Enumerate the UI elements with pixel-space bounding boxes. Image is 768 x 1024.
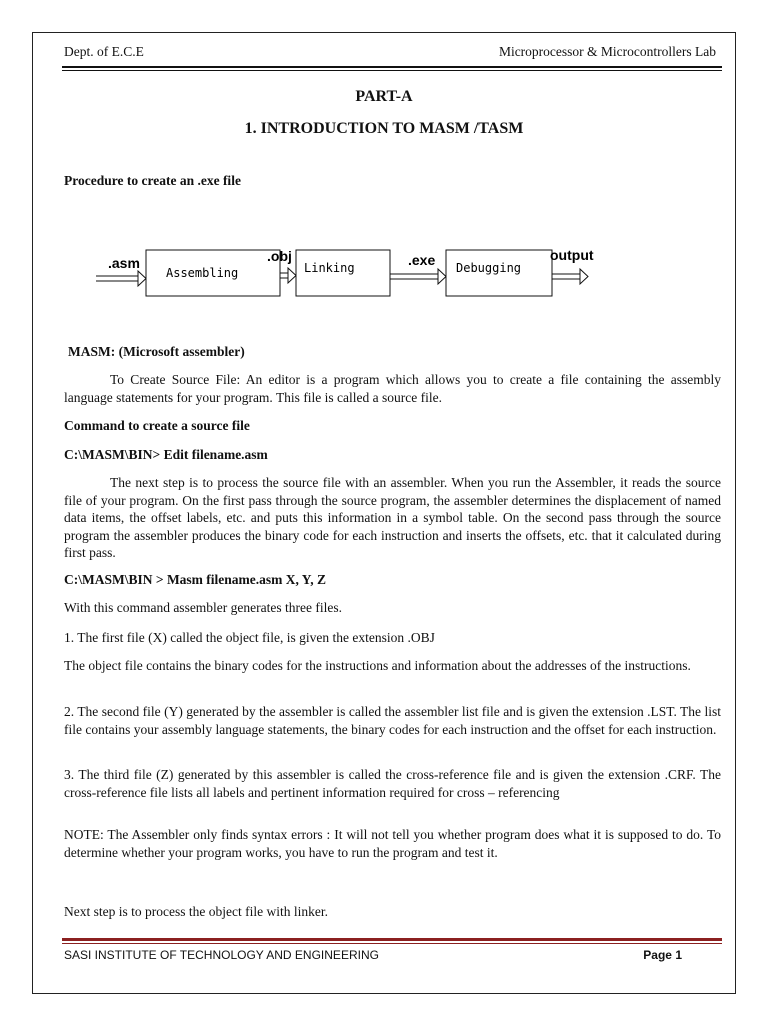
procedure-heading: Procedure to create an .exe file: [64, 173, 241, 188]
header-rule-thin: [62, 70, 722, 71]
object-file-paragraph: The object file contains the binary codes for the instructions and information about the addresses of the instructions.: [64, 658, 691, 673]
edit-command: C:\MASM\BIN> Edit filename.asm: [64, 447, 268, 462]
note-paragraph: NOTE: The Assembler only finds syntax errors : It will not tell you whether program does what it is supposed to do. To determine whether your program works, you have to run the program and test it.: [64, 827, 721, 860]
output-arrow: [552, 269, 588, 284]
asm-label: .asm: [108, 255, 140, 271]
footer-rule: [62, 938, 722, 941]
section-title: 1. INTRODUCTION TO MASM /TASM: [244, 120, 524, 137]
third-file-item: 3. The third file (Z) generated by this assembler is called the cross-reference file and is given the extension .CRF. The cross-reference file lists all labels and pertinent information required for cross – referencing: [64, 767, 721, 800]
assembler-process-paragraph: The next step is to process the source file with an assembler. When you run the Assembler, it reads the source file of your program. On the first pass through the source program, the assembler determines the displacement of named data items, the offset labels, etc. and puts this information in a symbol table. On the second pass through the source program the assembler produces the binary code for each instruction and inserts the offsets, etc. that it calculated during first pass.: [64, 475, 721, 561]
three-files-paragraph: With this command assembler generates three files.: [64, 600, 342, 615]
part-title: PART-A: [355, 88, 413, 105]
masm-heading: MASM: (Microsoft assembler): [68, 344, 245, 359]
footer-institute: SASI INSTITUTE OF TECHNOLOGY AND ENGINEERING: [64, 948, 379, 962]
header-department: Dept. of E.C.E: [64, 44, 144, 59]
output-label: output: [550, 247, 594, 263]
first-file-item: 1. The first file (X) called the object file, is given the extension .OBJ: [64, 630, 435, 645]
exe-label: .exe: [408, 252, 436, 268]
masm-command: C:\MASM\BIN > Masm filename.asm X, Y, Z: [64, 572, 327, 587]
footer-rule-thin: [62, 943, 722, 944]
obj-label: .obj: [267, 248, 292, 264]
footer-page-number: Page 1: [643, 948, 682, 962]
command-heading: Command to create a source file: [64, 418, 250, 433]
exe-arrow: [390, 269, 446, 284]
obj-arrow: [280, 268, 296, 283]
header-rule: [62, 66, 722, 68]
second-file-item: 2. The second file (Y) generated by the assembler is called the assembler list file and is given the extension .LST. The list file contains your assembly language statements, the binary codes for each instruction and the offset for each instruction.: [64, 704, 721, 737]
debugging-label: Debugging: [456, 261, 522, 275]
assembling-label: Assembling: [166, 266, 239, 280]
linking-label: Linking: [304, 261, 355, 275]
exe-creation-flow-diagram: [64, 236, 704, 306]
input-arrow: [96, 271, 146, 286]
header-lab-name: Microprocessor & Microcontrollers Lab: [498, 44, 716, 59]
linker-paragraph: Next step is to process the object file with linker.: [64, 904, 328, 919]
source-file-paragraph: To Create Source File: An editor is a program which allows you to create a file containing the assembly language statements for your program. This file is called a source file.: [64, 372, 721, 405]
